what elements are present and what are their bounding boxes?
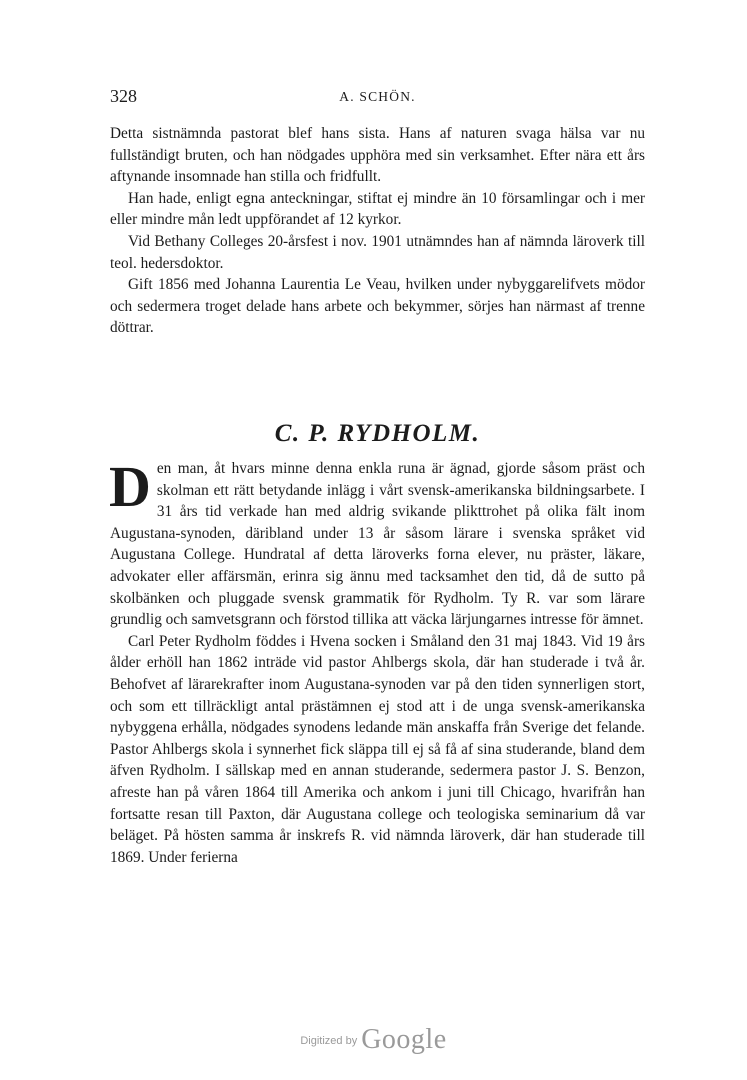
digitization-watermark [0,1024,747,1056]
google-logo: Google [361,1024,447,1055]
first-paragraph-text: en man, åt hvars minne denna enkla runa är ägnad, gjorde såsom präst och skolman ett rätt betydande inlägg i vårt svensk-amerikanska bildningsarbete. I 31 års tid verkade han med aldrig svikande plikttrohet på olika fält inom Augustana-synoden, däribland under 13 år såsom lärare i svenska språket vid Augustana College. Hundratal af detta läroverks forna elever, nu präster, läkare, advokater eller affärsmän, erinra sig ännu med tacksamhet den tid, då de sutto på skolbänken och pluggade svensk grammatik för Rydholm. Ty R. var som lärare grundlig och samvetsgrann och förstod tillika att väcka lärjungarnes intresse för ämnet. [110,460,645,629]
paragraph: Han hade, enligt egna anteckningar, stiftat ej mindre än 10 församlingar och i mer eller mindre mån ledt uppförandet af 12 kyrkor. [110,189,645,229]
paragraph: Detta sistnämnda pastorat blef hans sista. Hans af naturen svaga hälsa var nu fullständigt bruten, och han nödgades upphöra med sin verksamhet. Efter nära ett års aftynande insomnade han stilla och fridfullt. [110,125,645,186]
previous-biography-end [110,123,645,339]
page-number: 328 [110,86,137,106]
section-title: C. P. RYDHOLM. [274,420,481,447]
page-header [110,86,645,110]
rydholm-biography [109,454,645,868]
paragraph: Carl Peter Rydholm föddes i Hvena socken i Småland den 31 maj 1843. Vid 19 års ålder erhöll han 1862 inträde vid pastor Ahlbergs skola, där han studerade i två år. Behofvet af lärarekrafter inom Augustana-synoden var på den tiden synnerligen stort, och som ett tillräckligt antal prästämnen ej stod att i de unga svensk-amerikanska nybyggena erhålla, nödgades synodens ledande män anskaffa från Sverige det felande. Pastor Ahlbergs skola i synnerhet fick släppa till ej så få af sina studerande, bland dem äfven Rydholm. I sällskap med en annan studerande, sedermera pastor J. S. Benzon, afreste han på våren 1864 till Amerika och ankom i juni till Chicago, hvarifrån han fortsatte resan till Paxton, där Augustana college och teologiska seminarium då var beläget. På hösten samma år inskrefs R. vid nämnda läroverk, där han studerade till 1869. Under ferierna [110,632,645,866]
paragraph: Vid Bethany Colleges 20-årsfest i nov. 1901 utnämndes han af nämnda läroverk till teol. hedersdoktor. [110,232,645,272]
drop-cap: D [109,454,151,519]
running-head: A. SCHÖN. [339,89,416,104]
paragraph: Gift 1856 med Johanna Laurentia Le Veau, hvilken under nybyggarelifvets mödor och sedermera troget delade hans arbete och bekymmer, sörjes han närmast af trenne döttrar. [110,276,645,337]
first-paragraph [109,454,645,631]
digitized-by-label: Digitized by [300,1035,358,1047]
